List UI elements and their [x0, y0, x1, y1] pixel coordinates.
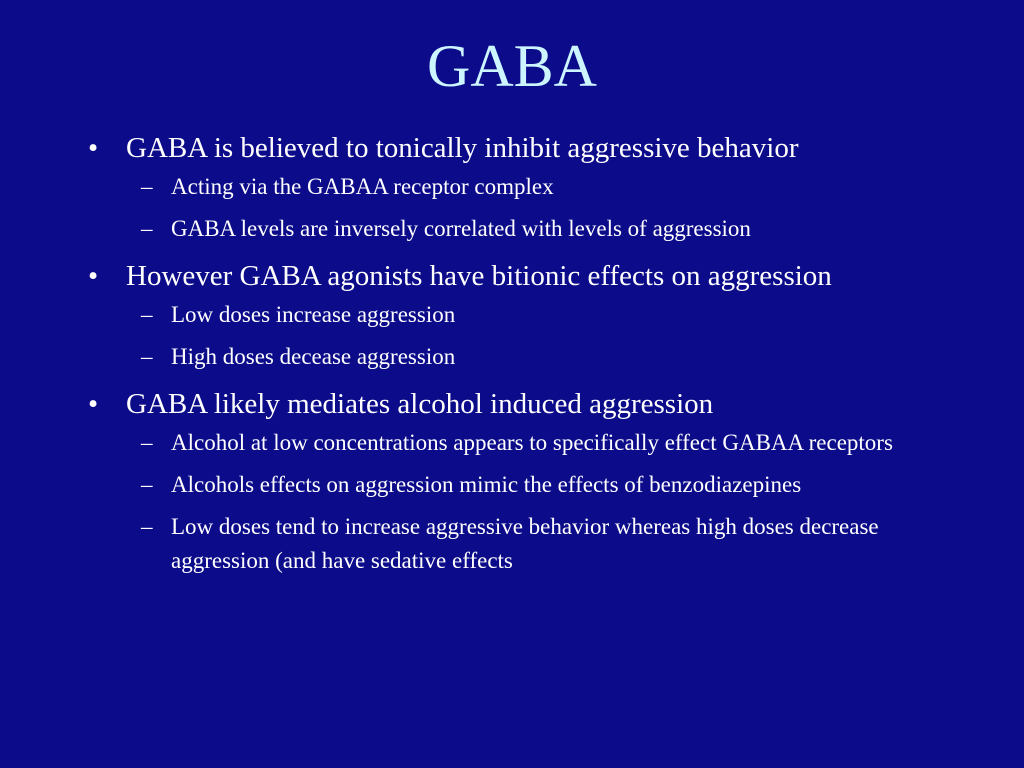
- sub-bullet-item: [126, 340, 934, 374]
- bullet-marker-icon: •: [88, 260, 99, 292]
- sub-bullet-list: [126, 426, 934, 578]
- slide-title: GABA: [426, 33, 597, 99]
- sub-bullet-text: Acting via the GABAA receptor complex: [171, 174, 554, 199]
- dash-marker-icon: –: [141, 216, 153, 241]
- sub-bullet-item: [126, 212, 934, 246]
- dash-marker-icon: –: [141, 430, 153, 455]
- dash-marker-icon: –: [141, 302, 153, 327]
- dash-marker-icon: –: [141, 472, 153, 497]
- dash-marker-icon: –: [141, 344, 153, 369]
- bullet-marker-icon: •: [88, 388, 99, 420]
- sub-bullet-list: [126, 170, 934, 246]
- bullet-marker-icon: •: [88, 132, 99, 164]
- sub-bullet-item: [126, 426, 934, 460]
- sub-bullet-text: Alcohols effects on aggression mimic the effects of benzodiazepines: [171, 472, 802, 497]
- bullet-item: [0, 256, 1024, 374]
- bullet-text: GABA likely mediates alcohol induced aggression: [126, 388, 714, 420]
- bullet-list: [0, 128, 1024, 588]
- sub-bullet-text: Low doses increase aggression: [171, 302, 456, 327]
- sub-bullet-item: [126, 170, 934, 204]
- bullet-text: GABA is believed to tonically inhibit aggressive behavior: [126, 132, 799, 164]
- sub-bullet-text: High doses decease aggression: [171, 344, 456, 369]
- sub-bullet-list: [126, 298, 934, 374]
- bullet-text: However GABA agonists have bitionic effects on aggression: [126, 260, 832, 292]
- sub-bullet-item: [126, 298, 934, 332]
- sub-bullet-item: [126, 510, 934, 578]
- bullet-item: [0, 128, 1024, 246]
- sub-bullet-text: Low doses tend to increase aggressive behavior whereas high doses decrease aggression (and have sedative effects: [171, 514, 879, 573]
- sub-bullet-item: [126, 468, 934, 502]
- sub-bullet-text: Alcohol at low concentrations appears to specifically effect GABAA receptors: [171, 430, 893, 455]
- dash-marker-icon: –: [141, 174, 153, 199]
- dash-marker-icon: –: [141, 514, 153, 539]
- sub-bullet-text: GABA levels are inversely correlated with levels of aggression: [171, 216, 751, 241]
- bullet-item: [0, 384, 1024, 578]
